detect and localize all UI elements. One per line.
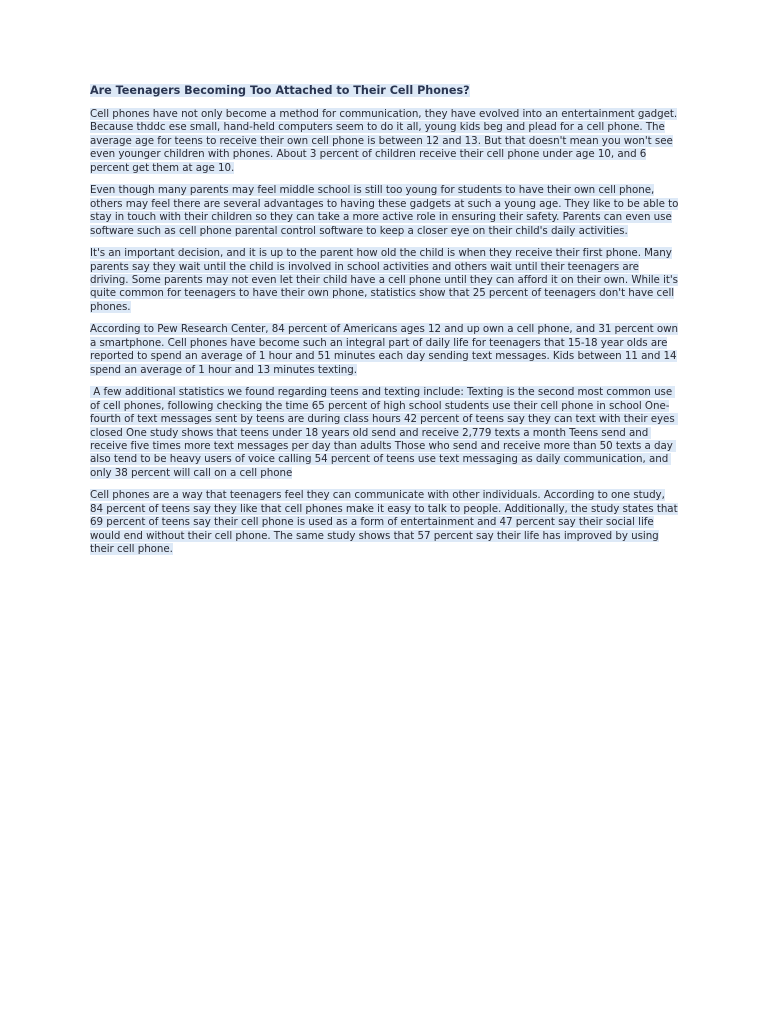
paragraph-5-text: A few additional statistics we found regarding teens and texting include: Texting is the second most common use of cell phones, following checking the time 65 percent of high school students use their cell phone in school One-fourth of text messages sent by teens are during class hours 42 percent of teens say they can text with their eyes closed One study shows that teens under 18 years old send and receive 2,779 texts a month Teens send and receive five times more text messages per day than adults Those who send and receive more than 50 texts a day also tend to be heavy users of voice calling 54 percent of teens use text messaging as daily communication, and only 38 percent will call on a cell phone <box>90 386 678 479</box>
paragraph-5 <box>90 386 680 480</box>
paragraph-1-text: Cell phones have not only become a method for communication, they have evolved into an entertainment gadget. Because thddc ese small, hand-held computers seem to do it all, young kids beg and plead for a cell phone. The average age for teens to receive their own cell phone is between 12 and 13. But that doesn't mean you won't see even younger children with phones. About 3 percent of children receive their cell phone under age 10, and 6 percent get them at age 10. <box>90 108 678 174</box>
paragraph-4-text: According to Pew Research Center, 84 percent of Americans ages 12 and up own a cell phone, and 31 percent own a smartphone. Cell phones have become such an integral part of daily life for teenagers that 15-18 year olds are reported to spend an average of 1 hour and 51 minutes each day sending text messages. Kids between 11 and 14 spend an average of 1 hour and 13 minutes texting. <box>90 323 678 376</box>
paragraph-3 <box>90 247 680 314</box>
paragraph-2 <box>90 184 680 238</box>
document-title <box>90 84 680 98</box>
paragraph-6 <box>90 489 680 556</box>
paragraph-6-text: Cell phones are a way that teenagers feel they can communicate with other individuals. According to one study, 84 percent of teens say they like that cell phones make it easy to talk to people. Additionally, the study states that 69 percent of teens say their cell phone is used as a form of entertainment and 47 percent say their social life would end without their cell phone. The same study shows that 57 percent say their life has improved by using their cell phone. <box>90 489 678 556</box>
paragraph-2-text: Even though many parents may feel middle school is still too young for students to have their own cell phone, others may feel there are several advantages to having these gadgets at such a young age. They like to be able to stay in touch with their children so they can take a more active role in ensuring their safety. Parents can even use software such as cell phone parental control software to keep a closer eye on their child's daily activities. <box>90 184 679 237</box>
title-text: Are Teenagers Becoming Too Attached to Their Cell Phones? <box>90 84 470 97</box>
document-page <box>90 84 680 566</box>
paragraph-1 <box>90 108 680 175</box>
paragraph-4 <box>90 323 680 377</box>
paragraph-3-text: It's an important decision, and it is up to the parent how old the child is when they receive their first phone. Many parents say they wait until the child is involved in school activities and others wait until their teenagers are driving. Some parents may not even let their child have a cell phone until they can afford it on their own. While it's quite common for teenagers to have their own phone, statistics show that 25 percent of teenagers don't have cell phones. <box>90 247 678 313</box>
